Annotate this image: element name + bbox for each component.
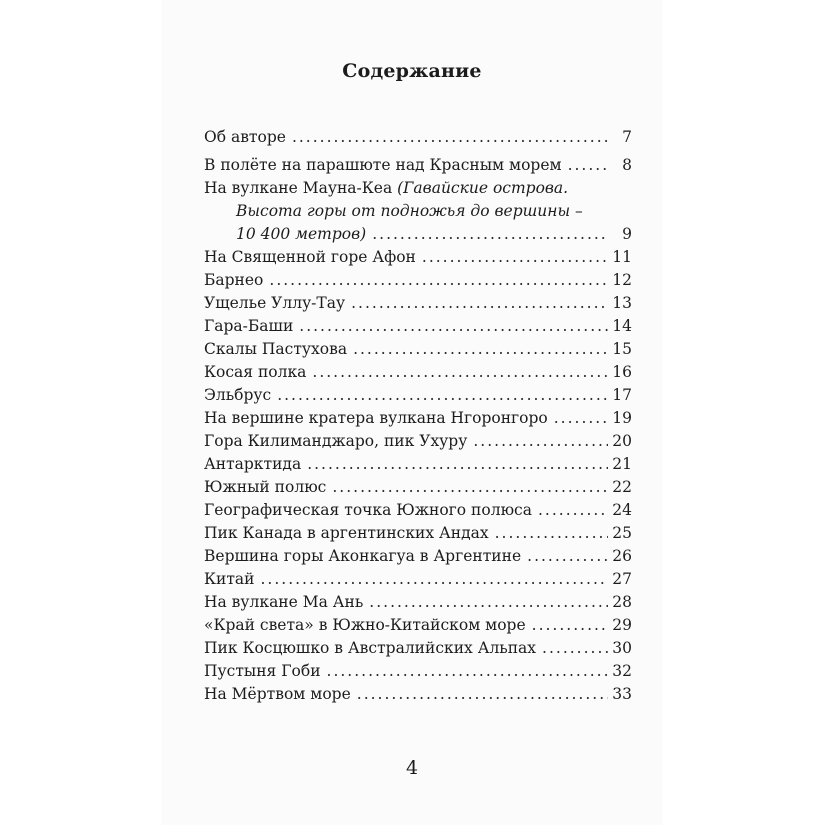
- toc-entry: [204, 384, 632, 407]
- page-number: 4: [405, 757, 419, 779]
- dot-leader: [357, 683, 608, 706]
- toc-entry-title: Ущелье Уллу-Тау: [204, 294, 346, 312]
- dot-leader: [554, 407, 608, 430]
- toc-entry-page: 27: [612, 570, 632, 588]
- toc-entry-title: Пик Канада в аргентинских Андах: [204, 524, 489, 542]
- dot-leader: [277, 384, 608, 407]
- toc-entry-title: «Край света» в Южно-Китайском море: [204, 616, 526, 634]
- dot-leader: [312, 361, 608, 384]
- toc-entry-page: 17: [612, 386, 632, 404]
- toc-entry: [204, 269, 632, 292]
- toc-entry-subtitle-line: Высота горы от подножья до вершины –: [236, 202, 583, 220]
- toc-entry: [204, 683, 632, 706]
- toc-entry: [204, 568, 632, 591]
- toc-entry-page: 15: [612, 340, 632, 358]
- toc-entry-page: 19: [612, 409, 632, 427]
- toc-entry: [204, 614, 632, 637]
- toc-entry-page: 26: [612, 547, 632, 565]
- toc-entry: [204, 660, 632, 683]
- dot-leader: [568, 154, 608, 177]
- toc-entry-title: На вулкане Ма Ань: [204, 593, 364, 611]
- toc-entry-page: 8: [622, 156, 632, 174]
- toc-entry-page: 11: [612, 248, 632, 266]
- toc-entry: [204, 361, 632, 384]
- toc-entry-page: 33: [612, 685, 632, 703]
- toc-entry-title: Пик Косцюшко в Австралийских Альпах: [204, 639, 537, 657]
- toc-entry: [204, 292, 632, 315]
- toc-entry: [204, 338, 632, 361]
- toc-entry-title: В полёте на парашюте над Красным морем: [204, 156, 562, 174]
- page-title: Содержание: [342, 60, 482, 82]
- toc-entry-title: Эльбрус: [204, 386, 272, 404]
- dot-leader: [538, 499, 608, 522]
- toc-entry-page: 28: [612, 593, 632, 611]
- dot-leader: [372, 223, 608, 246]
- dot-leader: [351, 292, 608, 315]
- toc-entry-page: 24: [612, 501, 632, 519]
- dot-leader: [532, 614, 608, 637]
- dot-leader: [327, 660, 608, 683]
- toc-entry: [204, 407, 632, 430]
- dot-leader: [299, 315, 608, 338]
- toc-entry: [204, 453, 632, 476]
- toc-entry-title: На Священной горе Афон: [204, 248, 416, 266]
- toc-entry: [204, 637, 632, 660]
- toc-entry-page: 12: [612, 271, 632, 289]
- toc-entry-title: Барнео: [204, 271, 264, 289]
- dot-leader: [527, 545, 608, 568]
- toc-entry-page: 29: [612, 616, 632, 634]
- toc-entry-title: Об авторе: [204, 128, 286, 146]
- toc-entry-page: 13: [612, 294, 632, 312]
- toc-entry: [204, 430, 632, 453]
- toc-entry-page: 21: [612, 455, 632, 473]
- toc-entry-page: 7: [622, 128, 632, 146]
- toc-entry-page: 22: [612, 478, 632, 496]
- toc-entry: [204, 499, 632, 522]
- toc-entry: [204, 476, 632, 499]
- dot-leader: [542, 637, 608, 660]
- toc-entry-title: Гора Килиманджаро, пик Ухуру: [204, 432, 468, 450]
- toc-entry-subtitle-line: 10 400 метров): [236, 225, 367, 243]
- toc-entry: [204, 545, 632, 568]
- dot-leader: [292, 126, 608, 149]
- toc-entry-page: 32: [612, 662, 632, 680]
- toc-entry-page: 20: [612, 432, 632, 450]
- toc-entry-title: Скалы Пастухова: [204, 340, 348, 358]
- dot-leader: [307, 453, 608, 476]
- dot-leader: [422, 246, 608, 269]
- dot-leader: [260, 568, 608, 591]
- toc-entry: [204, 315, 632, 338]
- dot-leader: [332, 476, 608, 499]
- dot-leader: [473, 430, 608, 453]
- toc-entry-page: 14: [612, 317, 632, 335]
- toc-entry-continuation: [204, 223, 632, 246]
- toc-entry-title: Антарктида: [204, 455, 302, 473]
- toc-entry-title: Гара-Баши: [204, 317, 294, 335]
- toc-entry-title: Вершина горы Аконкагуа в Аргентине: [204, 547, 522, 565]
- dot-leader: [369, 591, 608, 614]
- toc-entry-page: 16: [612, 363, 632, 381]
- toc-entry-title: Южный полюс: [204, 478, 327, 496]
- toc-entry-page: 25: [612, 524, 632, 542]
- toc-entry-subtitle: (Гавайские острова.: [397, 179, 569, 197]
- toc-entry: [204, 591, 632, 614]
- dot-leader: [495, 522, 608, 545]
- dot-leader: [269, 269, 608, 292]
- toc-entry-title: На Мёртвом море: [204, 685, 351, 703]
- toc-entry-title: Географическая точка Южного полюса: [204, 501, 532, 519]
- toc-entry-title: Китай: [204, 570, 255, 588]
- toc-entry-title: Косая полка: [204, 363, 307, 381]
- book-page: [162, 0, 662, 825]
- table-of-contents: [204, 126, 632, 706]
- dot-leader: [353, 338, 608, 361]
- toc-entry: [204, 154, 632, 177]
- toc-entry-title: На вершине кратера вулкана Нгоронгоро: [204, 409, 548, 427]
- toc-entry-title: Пустыня Гоби: [204, 662, 321, 680]
- toc-entry: [204, 246, 632, 269]
- toc-entry: [204, 126, 632, 149]
- toc-entry-page: 9: [622, 225, 632, 243]
- toc-entry: [204, 177, 632, 200]
- toc-entry-page: 30: [612, 639, 632, 657]
- toc-entry-title: На вулкане Мауна-Кеа: [204, 179, 398, 197]
- toc-entry: [204, 522, 632, 545]
